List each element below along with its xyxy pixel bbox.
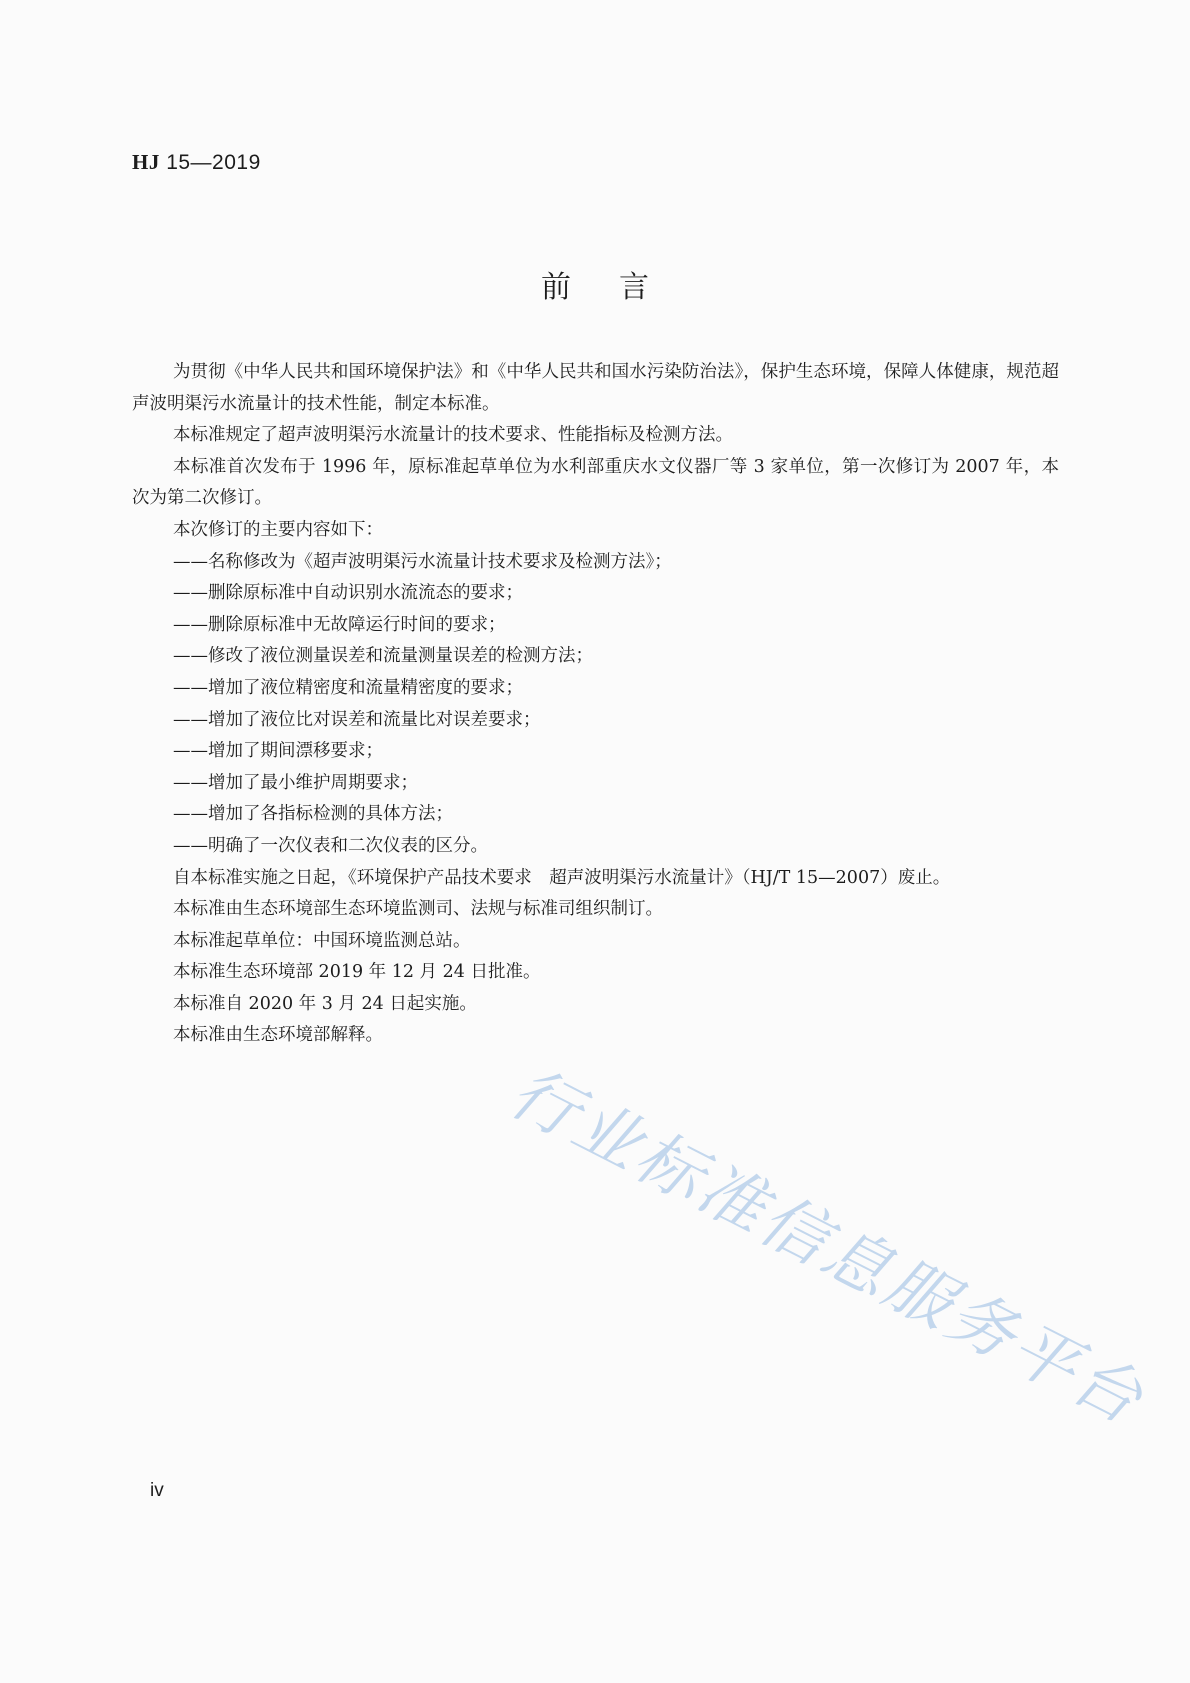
revision-item: ——明确了一次仪表和二次仪表的区分。	[173, 835, 488, 856]
paragraph-organizer: 本标准由生态环境部生态环境监测司、法规与标准司组织制订。	[173, 899, 663, 920]
revision-item: ——增加了最小维护周期要求；	[173, 772, 418, 793]
revision-item: ——删除原标准中自动识别水流流态的要求；	[173, 583, 523, 604]
standard-number: 15—2019	[166, 151, 261, 174]
paragraph-interpretation: 本标准由生态环境部解释。	[173, 1025, 383, 1046]
standard-prefix: HJ	[132, 150, 160, 174]
revision-item: ——名称修改为《超声波明渠污水流量计技术要求及检测方法》；	[173, 551, 672, 572]
revision-item: ——增加了液位比对误差和流量比对误差要求；	[173, 709, 541, 730]
paragraph-scope: 本标准规定了超声波明渠污水流量计的技术要求、性能指标及检测方法。	[173, 425, 733, 446]
paragraph-drafting-unit: 本标准起草单位：中国环境监测总站。	[173, 930, 471, 951]
revision-item: ——增加了期间漂移要求；	[173, 741, 383, 762]
page-number: iv	[150, 1480, 164, 1501]
standard-code	[132, 150, 261, 175]
paragraph-supersedes: 自本标准实施之日起，《环境保护产品技术要求 超声波明渠污水流量计》（HJ/T 15—2007）废止。	[173, 867, 951, 888]
paragraph-history: 本标准首次发布于 1996 年，原标准起草单位为水利部重庆水文仪器厂等 3 家单位，第一次修订为 2007 年，本次为第二次修订。	[132, 456, 1059, 509]
revision-item: ——增加了液位精密度和流量精密度的要求；	[173, 677, 523, 698]
revision-item: ——删除原标准中无故障运行时间的要求；	[173, 614, 506, 635]
revision-item: ——修改了液位测量误差和流量测量误差的检测方法；	[173, 646, 593, 667]
paragraph-approval-date: 本标准生态环境部 2019 年 12 月 24 日批准。	[173, 962, 541, 983]
watermark: 行业标准信息服务平台	[498, 1053, 1157, 1440]
page-title: 前言	[541, 270, 697, 305]
paragraph-purpose: 为贯彻《中华人民共和国环境保护法》和《中华人民共和国水污染防治法》，保护生态环境，保障人体健康，规范超声波明渠污水流量计的技术性能，制定本标准。	[132, 362, 1059, 414]
foreword-body	[132, 357, 1059, 1052]
paragraph-effective-date: 本标准自 2020 年 3 月 24 日起实施。	[173, 993, 477, 1014]
paragraph-revision-intro: 本次修订的主要内容如下：	[173, 519, 383, 540]
revision-item: ——增加了各指标检测的具体方法；	[173, 804, 453, 825]
